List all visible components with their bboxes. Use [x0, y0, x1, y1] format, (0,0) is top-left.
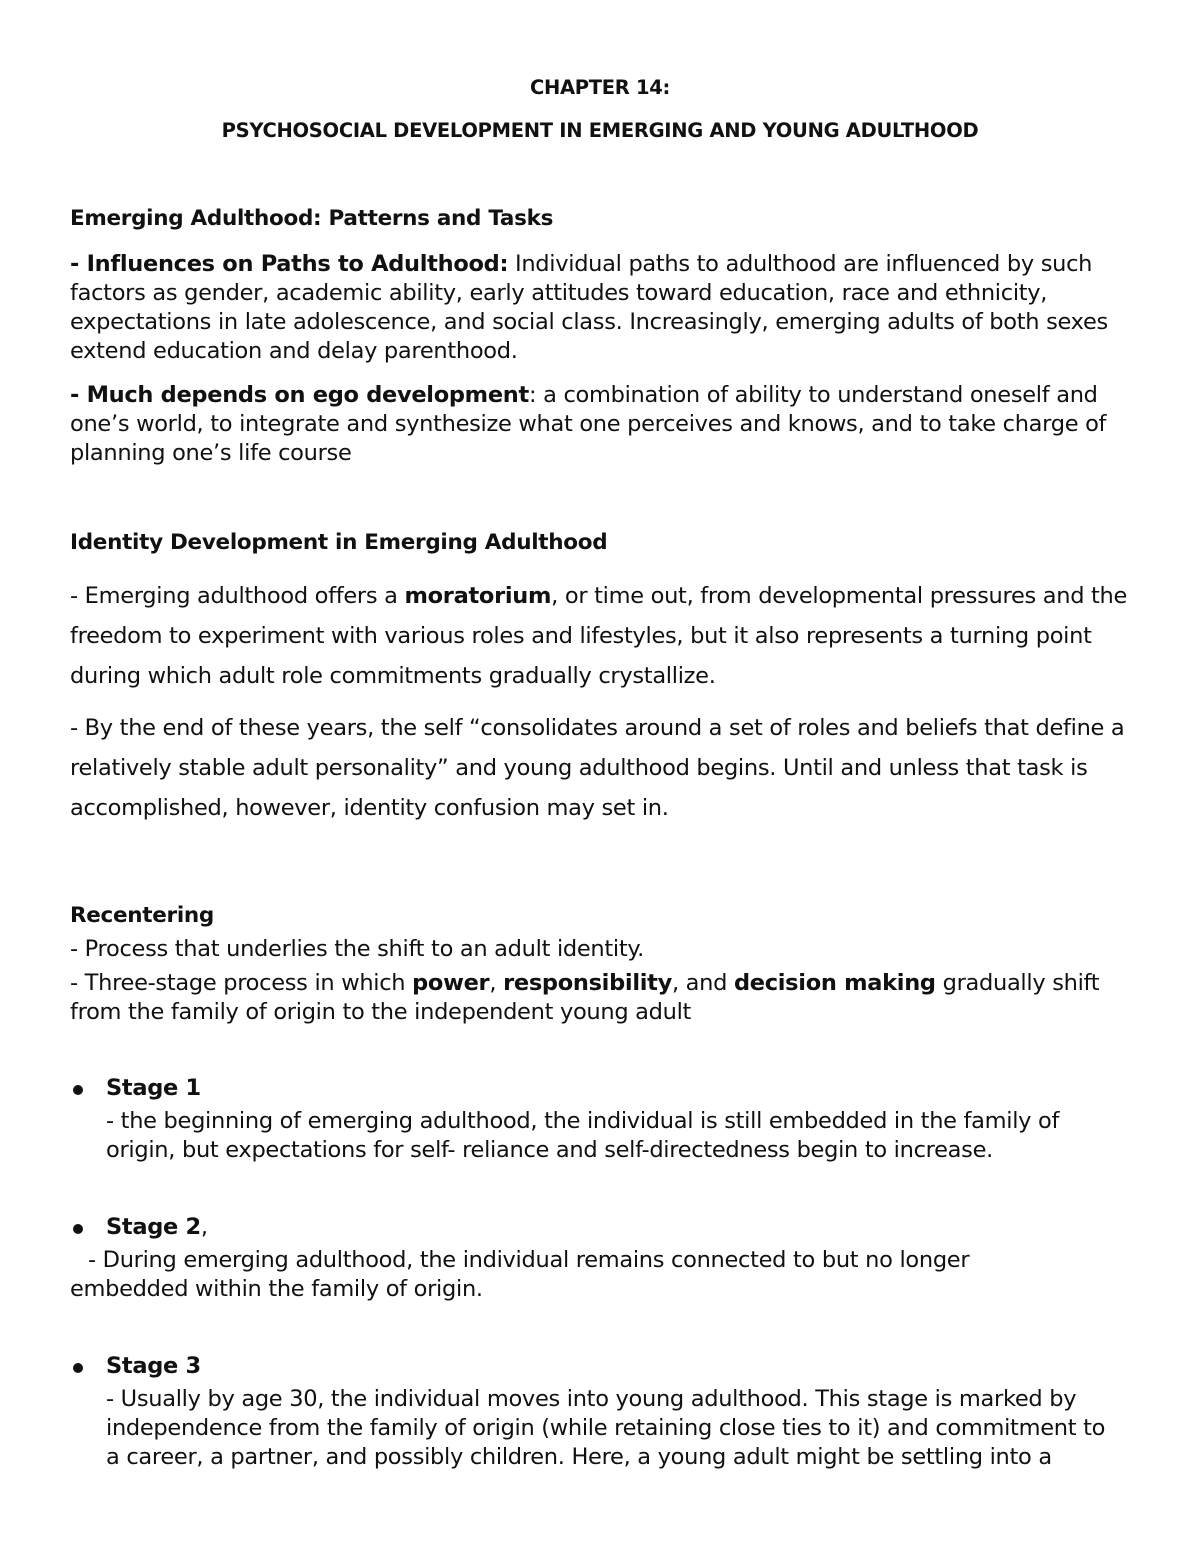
recentering-line-1: - Process that underlies the shift to an adult identity. — [70, 936, 645, 962]
section-heading-emerging-adulthood: Emerging Adulthood: Patterns and Tasks — [70, 206, 554, 231]
term-decision-making: decision making — [733, 970, 936, 996]
stage-title-wrap — [106, 1214, 208, 1240]
recentering-line-2 — [70, 969, 1135, 1027]
stage-title: Stage 2 — [106, 1214, 201, 1240]
section-heading-identity-development: Identity Development in Emerging Adulthood — [70, 530, 608, 555]
term-responsibility: responsibility — [503, 970, 672, 996]
bullet-icon — [73, 1363, 83, 1373]
stage-3-item — [70, 1353, 1135, 1383]
paragraph-moratorium — [70, 576, 1135, 696]
chapter-label: CHAPTER 14: — [529, 76, 671, 99]
section-heading-recentering: Recentering — [70, 903, 214, 928]
term-power: power — [412, 970, 490, 996]
paragraph-lead: - Much depends on ego development — [70, 382, 529, 408]
paragraph-lead: - Influences on Paths to Adulthood: — [70, 251, 509, 277]
stage-1-text: - the beginning of emerging adulthood, the individual is still embedded in the family of origin, but expectations for self- reliance and self-directedness begin to increase. — [106, 1108, 1060, 1163]
paragraph-text: , or time out, from developmental pressures and the freedom to experiment with various roles and lifestyles, but it also represents a turning point during which adult role commitments gradually crystallize. — [70, 583, 1128, 689]
paragraph-text: - Three-stage process in which — [70, 970, 413, 996]
stage-1-item — [70, 1075, 1135, 1105]
stage-3-text: - Usually by age 30, the individual moves into young adulthood. This stage is marked by independence from the family of origin (while retaining close ties to it) and commitment to a career, a partner, and possibly children. Here, a young adult might be settling into a — [106, 1386, 1106, 1470]
paragraph-text: gradually shift from the family of origin to the independent young adult — [70, 970, 1100, 1025]
paragraph-text: : a combination of ability to understand oneself and one’s world, to integrate and synthesize what one perceives and knows, and to take charge of planning one’s life course — [70, 382, 1107, 466]
paragraph-influences — [70, 250, 1135, 366]
stage-title: Stage 3 — [106, 1353, 201, 1379]
paragraph-self-consolidation: - By the end of these years, the self “consolidates around a set of roles and beliefs that define a relatively stable adult personality” and young adulthood begins. Until and unless that task is accomplished, however, identity confusion may set in. — [70, 715, 1125, 821]
chapter-title: PSYCHOSOCIAL DEVELOPMENT IN EMERGING AND YOUNG ADULTHOOD — [221, 119, 979, 142]
bullet-icon — [73, 1085, 83, 1095]
paragraph-text: Individual paths to adulthood are influenced by such factors as gender, academic ability, early attitudes toward education, race and ethnicity, expectations in late adolescence, and social class. Increasingly, emerging adults of both sexes extend education and delay parenthood. — [70, 251, 1108, 364]
term-moratorium: moratorium — [404, 583, 552, 609]
stage-title-suffix: , — [200, 1214, 208, 1240]
stage-title: Stage 1 — [106, 1075, 201, 1101]
stage-2-text: - During emerging adulthood, the individual remains connected to but no longer embedded within the family of origin. — [70, 1247, 970, 1302]
paragraph-text: , and — [671, 970, 734, 996]
paragraph-text: - Emerging adulthood offers a — [70, 583, 405, 609]
paragraph-ego-development — [70, 381, 1135, 468]
bullet-icon — [73, 1224, 83, 1234]
stage-2-item — [70, 1214, 1135, 1244]
paragraph-text: , — [489, 970, 504, 996]
